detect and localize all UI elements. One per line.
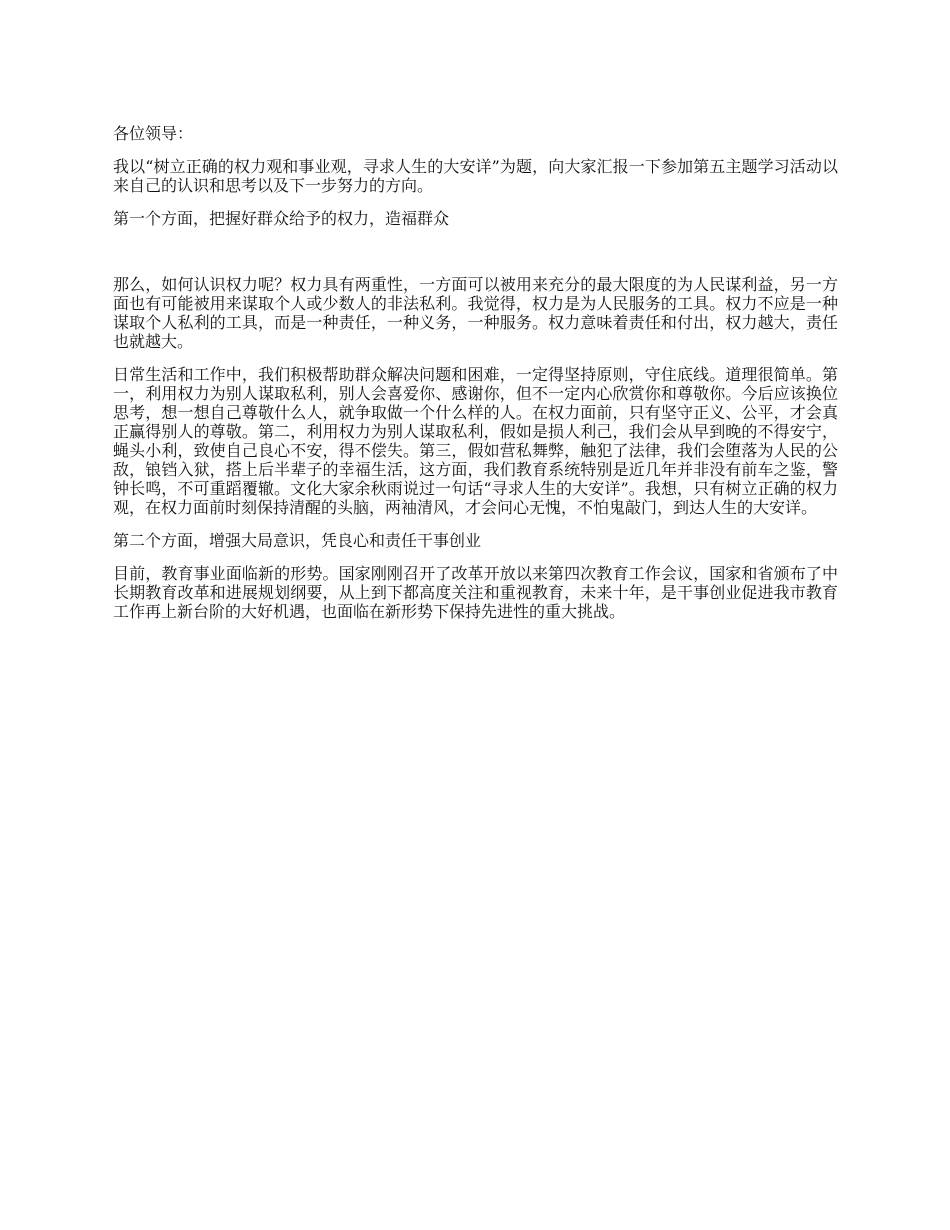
section-1-heading: 第一个方面，把握好群众给予的权力，造福群众	[113, 209, 450, 228]
section-2-heading: 第二个方面，增强大局意识，凭良心和责任干事创业	[113, 531, 482, 550]
greeting: 各位领导：	[113, 124, 194, 143]
section-1-paragraph-2: 日常生活和工作中，我们积极帮助群众解决问题和困难，一定得坚持原则，守住底线。道理很简单。第一，利用权力为别人谋取私利，别人会喜爱你、感谢你，但不一定内心欣赏你和尊敬你。今后应该换位思考，想一想自己尊敬什么人，就争取做一个什么样的人。在权力面前，只有坚守正义、公平，才会真正赢得别人的尊敬。第二，利用权力为别人谋取私利，假如是损人利己，我们会从早到晚的不得安宁，蝇头小利，致使自己良心不安，得不偿失。第三，假如营私舞弊，触犯了法律，我们会堕落为人民的公敌，锒铛入狱，搭上后半辈子的幸福生活，这方面，我们教育系统特别是近几年并非没有前车之鉴，警钟长鸣，不可重蹈覆辙。文化大家余秋雨说过一句话“寻求人生的大安详”。我想，只有树立正确的权力观，在权力面前时刻保持清醒的头脑，两袖清风，才会问心无愧，不怕鬼敲门，到达人生的大安详。	[113, 365, 838, 517]
intro-paragraph: 我以“树立正确的权力观和事业观，寻求人生的大安详”为题，向大家汇报一下参加第五主题学习活动以来自己的认识和思考以及下一步努力的方向。	[113, 157, 838, 195]
blank-gap	[113, 242, 838, 275]
section-2-paragraph-1: 目前，教育事业面临新的形势。国家刚刚召开了改革开放以来第四次教育工作会议，国家和省颁布了中长期教育改革和进展规划纲要，从上到下都高度关注和重视教育，未来十年，是干事创业促进我市教育工作再上新台阶的大好机遇，也面临在新形势下保持先进性的重大挑战。	[113, 564, 838, 621]
section-1-paragraph-1: 那么，如何认识权力呢？权力具有两重性，一方面可以被用来充分的最大限度的为人民谋利益，另一方面也有可能被用来谋取个人或少数人的非法私利。我觉得，权力是为人民服务的工具。权力不应是一种谋取个人私利的工具，而是一种责任，一种义务，一种服务。权力意味着责任和付出，权力越大，责任也就越大。	[113, 275, 838, 351]
document-body	[113, 124, 838, 635]
